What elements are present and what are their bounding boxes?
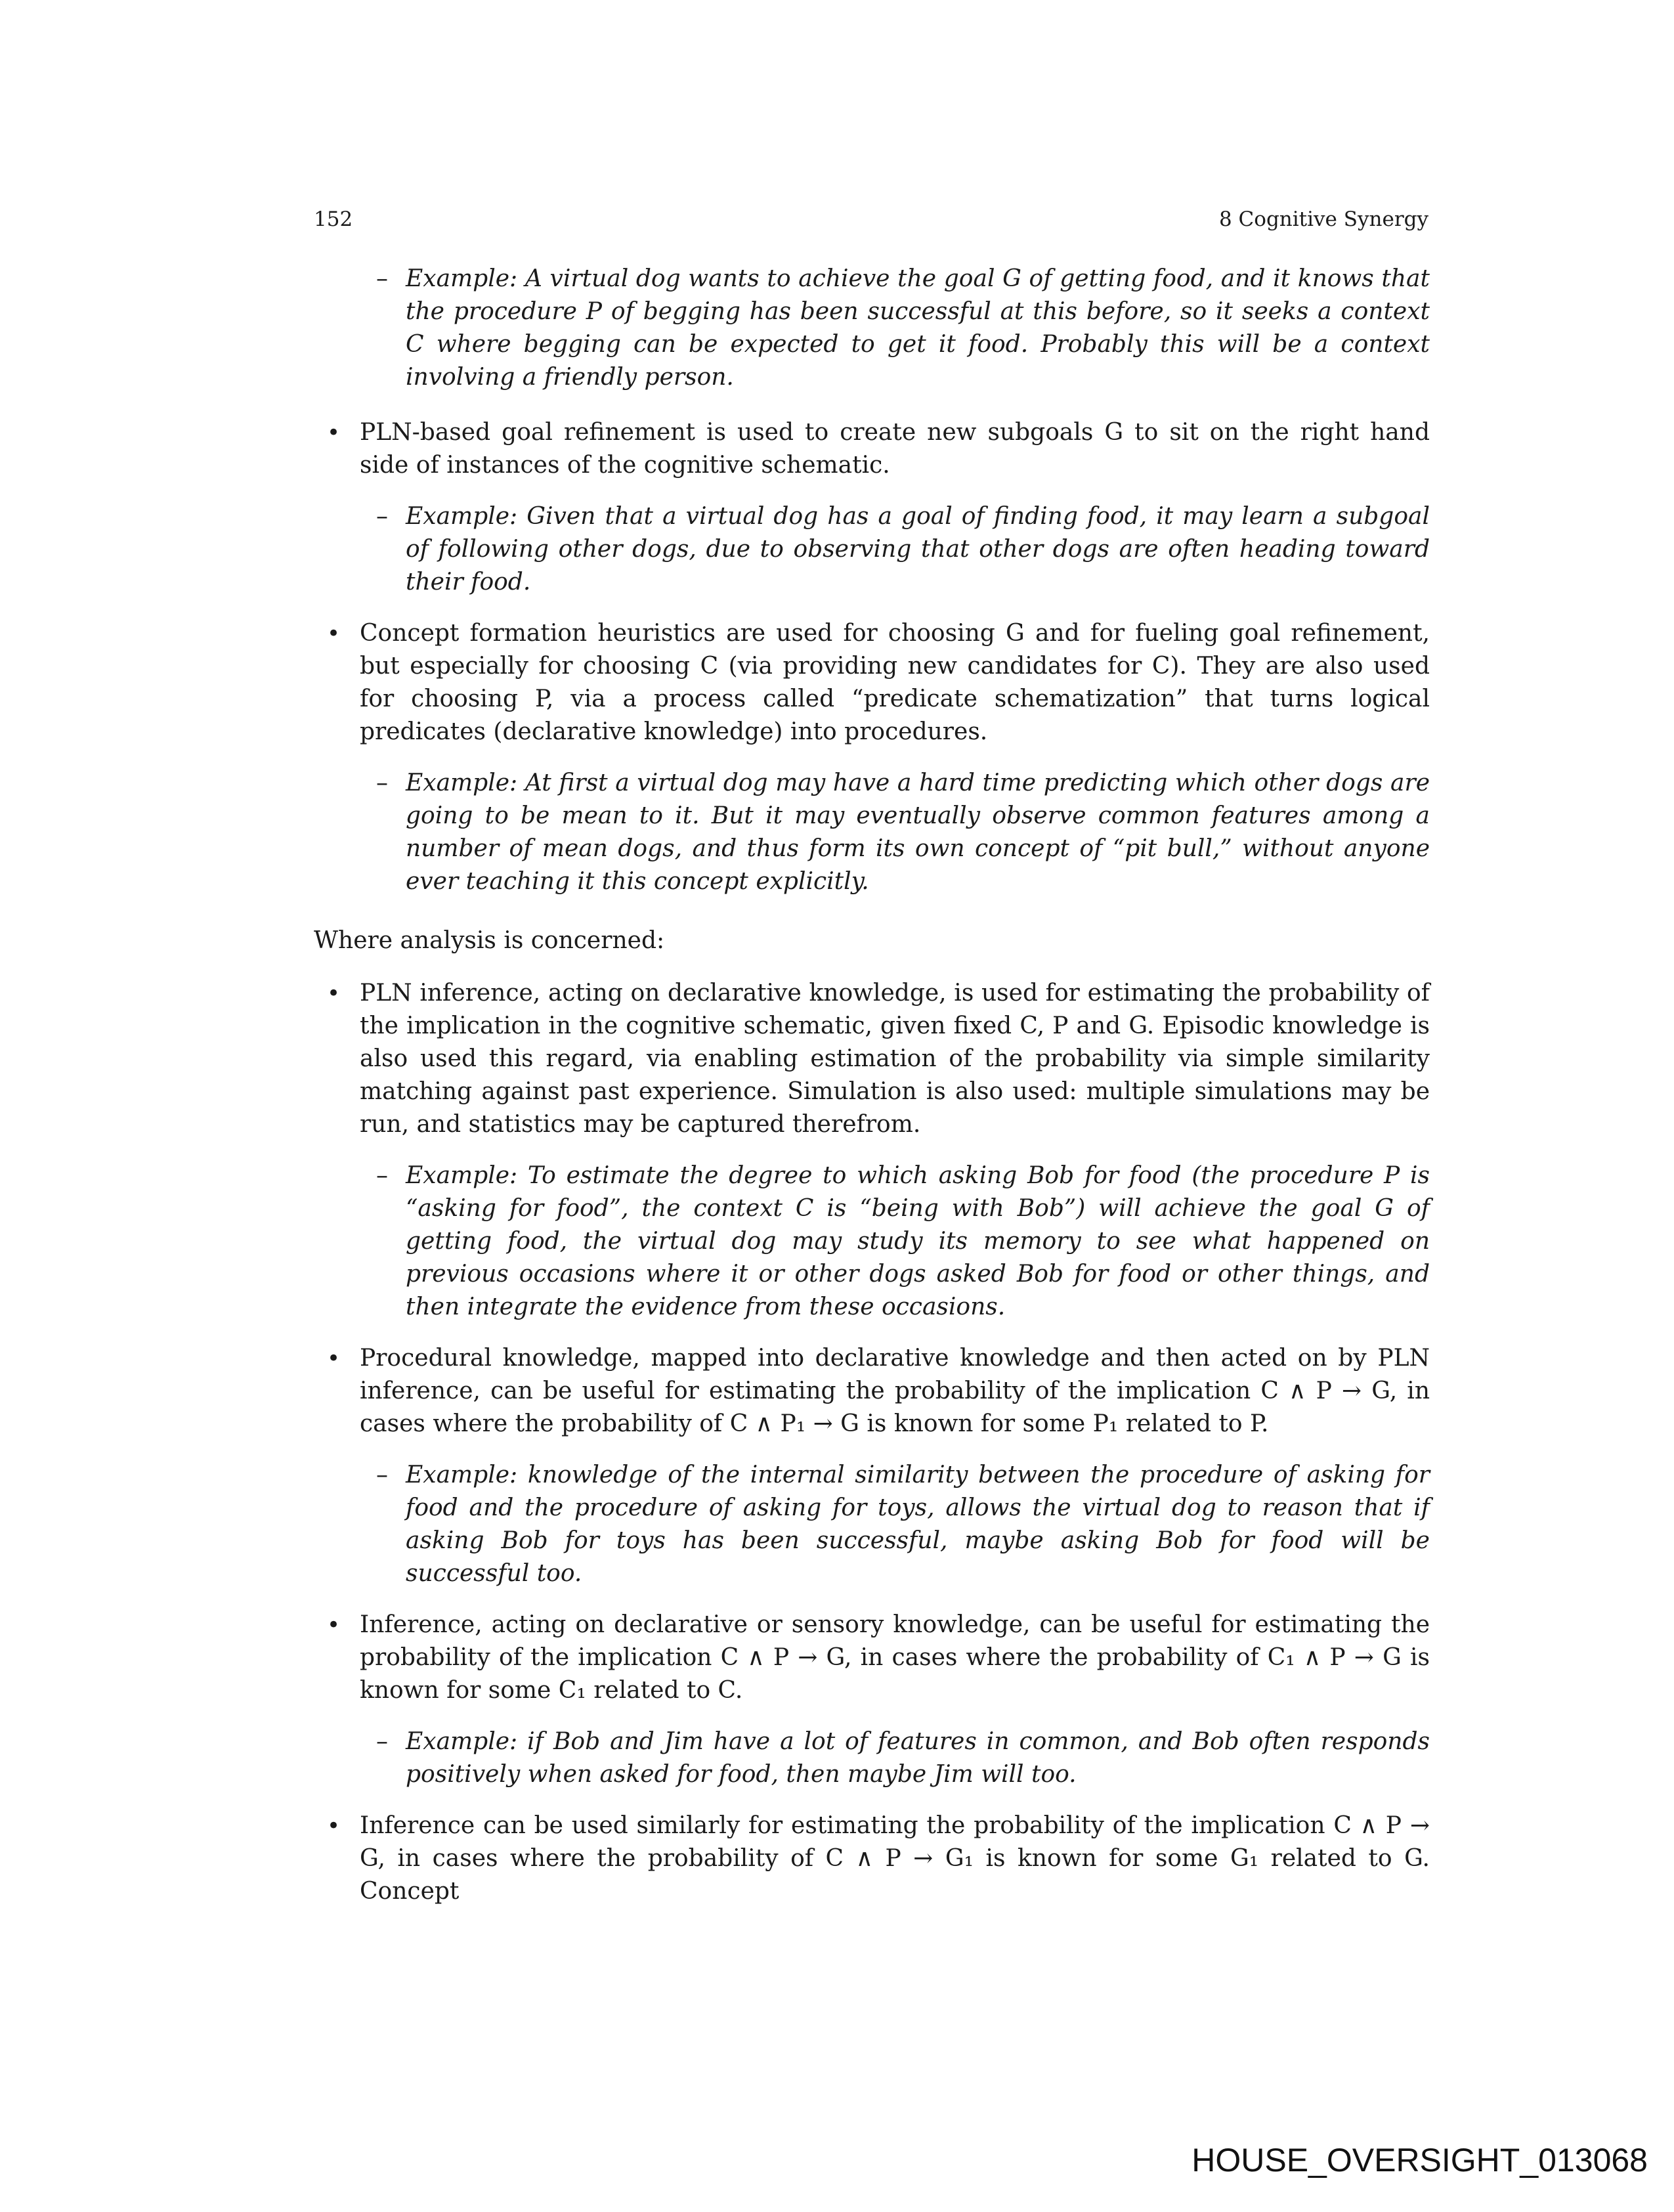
example-text: Example: A virtual dog wants to achieve the goal G of getting food, and it knows that the procedure P of begging has been successful at this before, so it seeks a context C where begging can be expected to get it food. Probably this will be a context involving a friendly person. [406, 265, 1430, 391]
bullet-item [314, 977, 1430, 1141]
example-text: Example: At first a virtual dog may have a hard time predicting which other dogs are going to be mean to it. But it may eventually observe common features among a number of mean dogs, and thus form its own concept of “pit bull,” without anyone ever teaching it this concept explicitly. [406, 770, 1430, 895]
bates-stamp: HOUSE_OVERSIGHT_013068 [1191, 2142, 1648, 2179]
dash-marker: – [376, 1162, 388, 1189]
dash-marker: – [376, 770, 388, 796]
bullet-item [314, 1609, 1430, 1707]
bullet-marker: • [327, 1345, 341, 1372]
example-paragraph [314, 500, 1430, 599]
example-text: Example: To estimate the degree to which asking Bob for food (the procedure P is “asking for food”, the context C is “being with Bob”) will achieve the goal G of getting food, the virtual dog may study its memory to see what happened on previous occasions where it or other dogs asked Bob for food or other things, and then integrate the evidence from these occasions. [406, 1162, 1430, 1320]
example-text: Example: Given that a virtual dog has a goal of finding food, it may learn a subgoal of following other dogs, due to observing that other dogs are often heading toward their food. [406, 503, 1430, 596]
bullet-marker: • [327, 420, 341, 446]
dash-marker: – [376, 265, 388, 292]
bullet-text: PLN inference, acting on declarative knowledge, is used for estimating the probability of the implication in the cognitive schematic, given fixed C, P and G. Episodic knowledge is also used this regard, via enabling estimation of the probability via simple similarity matching against past experience. Simulation is also used: multiple simulations may be run, and statistics may be captured therefrom. [360, 980, 1430, 1138]
example-text: Example: knowledge of the internal similarity between the procedure of asking for food and the procedure of asking for toys, allows the virtual dog to reason that if asking Bob for toys has been successful, maybe asking Bob for food will be successful too. [406, 1462, 1430, 1587]
bullet-item [314, 416, 1430, 482]
bullet-text: Inference, acting on declarative or sensory knowledge, can be useful for estimating the probability of the implication C ∧ P → G, in cases where the probability of C₁ ∧ P → G is known for some C₁ related to C. [360, 1611, 1430, 1704]
bullet-marker: • [327, 1612, 341, 1638]
bullet-text: PLN-based goal refinement is used to create new subgoals G to sit on the right hand side of instances of the cognitive schematic. [360, 419, 1430, 479]
dash-marker: – [376, 503, 388, 530]
bullet-text: Inference can be used similarly for estimating the probability of the implication C ∧ P → G, in cases where the probability of C ∧ P → G₁ is known for some G₁ related to G. Concept [360, 1812, 1430, 1905]
dash-marker: – [376, 1462, 388, 1488]
chapter-title: 8 Cognitive Synergy [1218, 207, 1428, 231]
bullet-item [314, 1342, 1430, 1441]
bullet-text: Concept formation heuristics are used for choosing G and for fueling goal refinement, but especially for choosing C (via providing new candidates for C). They are also used for choosing P, via a process called “predicate schematization” that turns logical predicates (declarative knowledge) into procedures. [360, 620, 1430, 745]
running-head [314, 207, 1428, 231]
section-lead: Where analysis is concerned: [314, 927, 665, 954]
bullet-marker: • [327, 620, 341, 647]
bullet-item [314, 1810, 1430, 1908]
dash-marker: – [376, 1728, 388, 1755]
bullet-marker: • [327, 980, 341, 1007]
bullet-text: Procedural knowledge, mapped into declarative knowledge and then acted on by PLN inference, can be useful for estimating the probability of the implication C ∧ P → G, in cases where the probability of C ∧ P₁ → G is known for some P₁ related to P. [360, 1345, 1430, 1437]
body-text [314, 263, 1430, 1926]
example-paragraph [314, 1459, 1430, 1590]
example-text: Example: if Bob and Jim have a lot of features in common, and Bob often responds positively when asked for food, then maybe Jim will too. [406, 1728, 1430, 1788]
example-paragraph [314, 767, 1430, 898]
bullet-item [314, 617, 1430, 748]
bullet-marker: • [327, 1813, 341, 1839]
page-number: 152 [314, 207, 353, 231]
example-paragraph [314, 1160, 1430, 1324]
example-paragraph [314, 1725, 1430, 1791]
example-paragraph [314, 263, 1430, 394]
